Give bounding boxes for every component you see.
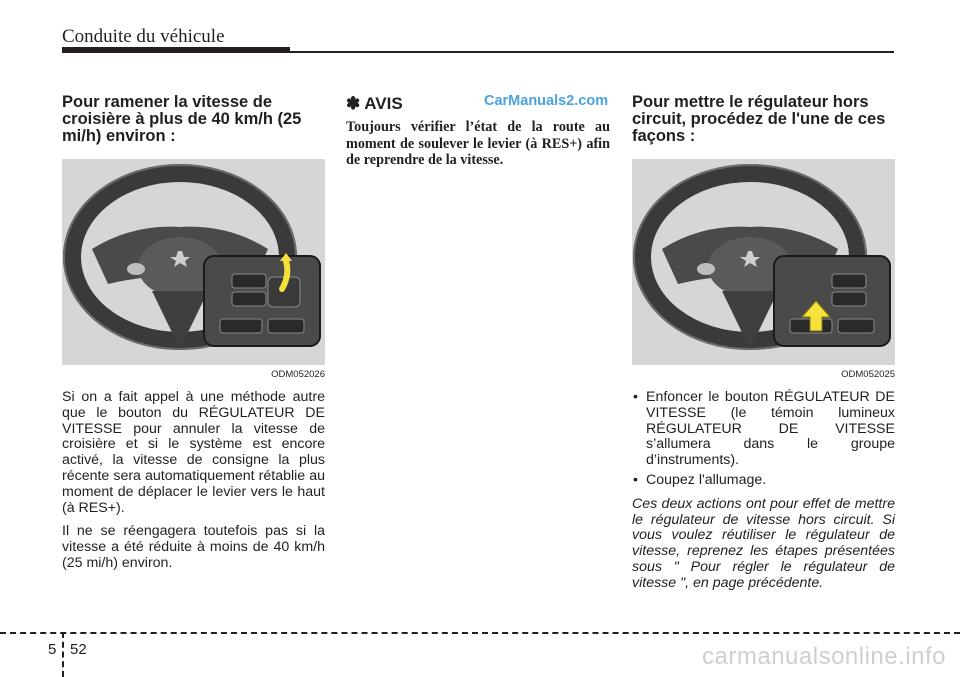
steering-wheel-illustration bbox=[62, 159, 325, 365]
cancel-methods-list bbox=[632, 390, 895, 489]
list-item: • Coupez l'allumage. bbox=[632, 473, 895, 489]
steering-wheel-illustration bbox=[632, 159, 895, 365]
column-resume-speed bbox=[62, 94, 325, 572]
avis-notice-title bbox=[346, 94, 610, 114]
page-header-title: Conduite du véhicule bbox=[62, 26, 225, 47]
header-rule-thin bbox=[290, 51, 894, 53]
header-rule-thick bbox=[62, 47, 290, 53]
figure-code-caption: ODM052026 bbox=[271, 369, 325, 380]
section-heading-resume: Pour ramener la vitesse de croisière à plus de 40 km/h (25 mi/h) environ : bbox=[62, 93, 302, 145]
chapter-number: 5 bbox=[48, 641, 57, 658]
figure-code-caption: ODM052025 bbox=[841, 369, 895, 380]
site-watermark-footer[interactable]: carmanualsonline.info bbox=[702, 643, 946, 670]
steering-wheel-figure-cancel bbox=[632, 159, 895, 365]
asterisk-icon: ✽ bbox=[346, 94, 361, 113]
column-cancel-cruise bbox=[632, 94, 895, 592]
section-heading-cancel: Pour mettre le régulateur hors circuit, procédez de l'une de ces façons : bbox=[632, 93, 886, 145]
avis-label: AVIS bbox=[364, 94, 403, 113]
footer-vertical-dashed-rule bbox=[62, 632, 64, 677]
steering-wheel-figure-resume bbox=[62, 159, 325, 365]
page-number: 52 bbox=[70, 641, 87, 658]
footer-dashed-rule bbox=[0, 632, 960, 634]
avis-notice-text: Toujours vérifier l’état de la route au moment de soulever le levier (à RES+) afin de reprendre de la vitesse. bbox=[346, 119, 610, 168]
italic-note-paragraph: Ces deux actions ont pour effet de mettre le régulateur de vitesse hors circuit. Si vous voulez réutiliser le régulateur de vitesse, reprenez les étapes présentées sous " Pour régler le régulateur de vitesse ", en page précédente. bbox=[632, 495, 895, 591]
carmanuals-watermark[interactable]: CarManuals2.com bbox=[484, 93, 609, 109]
body-paragraph-resume-1: Si on a fait appel à une méthode autre que le bouton du RÉGULATEUR DE VITESSE pour annuler la vitesse de croisière et si le système est encore activé, la vitesse de consigne la plus récente sera automatiquement rétablie au moment de déplacer le levier vers le haut (à RES+). bbox=[62, 389, 325, 516]
body-paragraph-resume-2: Il ne se réengagera toutefois pas si la vitesse a été réduite à moins de 40 km/h (25 mi/h) environ. bbox=[62, 523, 325, 571]
column-avis bbox=[346, 94, 610, 169]
list-item: • Enfoncer le bouton RÉGULATEUR DE VITESSE (le témoin lumineux RÉGULATEUR DE VITESSE s’allumera dans le groupe d’instruments). bbox=[632, 390, 895, 469]
